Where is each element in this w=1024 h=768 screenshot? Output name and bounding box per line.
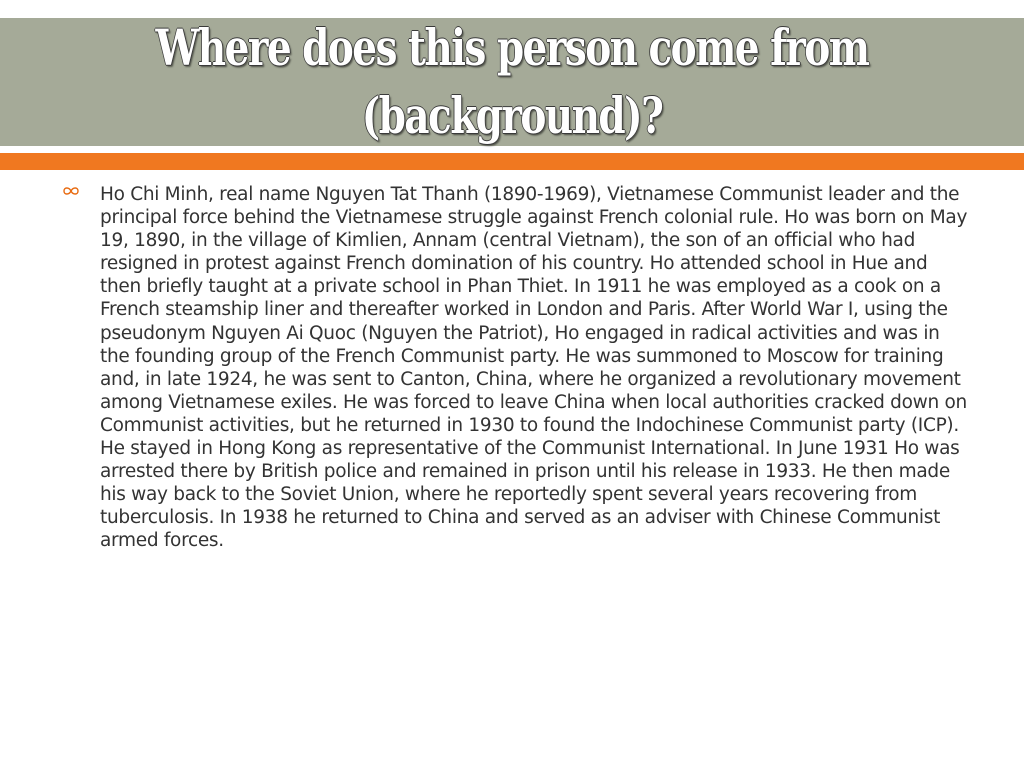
slide-title: Where does this person come from (background)?: [155, 18, 869, 145]
loop-bullet-icon: [62, 185, 84, 203]
accent-bar: [0, 153, 1024, 170]
bullet-text: Ho Chi Minh, real name Nguyen Tat Thanh (1890-1969), Vietnamese Communist leader and the principal force behind the Vietnamese struggle against French colonial rule. Ho was born on May 19, 1890, in the village of Kimlien, Annam (central Vietnam), the son of an official who had resigned in protest against French domination of his country. Ho attended school in Hue and then briefly taught at a private school in Phan Thiet. In 1911 he was employed as a cook on a French steamship liner and thereafter worked in London and Paris. After World War I, using the pseudonym Nguyen Ai Quoc (Nguyen the Patriot), Ho engaged in radical activities and was in the founding group of the French Communist party. He was summoned to Moscow for training and, in late 1924, he was sent to Canton, China, where he organized a revolutionary movement among Vietnamese exiles. He was forced to leave China when local authorities cracked down on Communist activities, but he returned in 1930 to found the Indochinese Communist party (ICP). He stayed in Hong Kong as representative of the Communist International. In June 1931 Ho was arrested there by British police and remained in prison until his release in 1933. He then made his way back to the Soviet Union, where he reportedly spent several years recovering from tuberculosis. In 1938 he returned to China and served as an adviser with Chinese Communist armed forces.: [100, 184, 968, 552]
loop-bullet-icon-svg: [62, 185, 80, 197]
